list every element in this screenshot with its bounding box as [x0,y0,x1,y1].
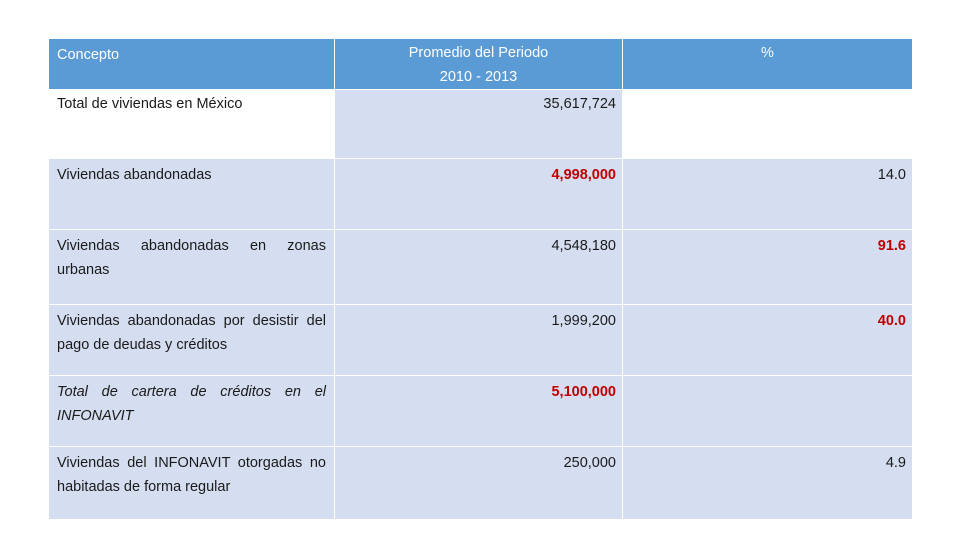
row-pct [623,230,913,305]
header-concepto-label: Concepto [57,47,120,63]
row-concepto [49,90,335,159]
row-label: Viviendas abandonadas [57,167,212,183]
row-valor [335,90,623,159]
table-row [49,90,913,159]
row-concepto [49,305,335,376]
housing-data-table [48,38,913,520]
row-label: Viviendas del INFONAVIT otorgadas no habitadas de forma regular [57,455,326,495]
row-valor [335,230,623,305]
row-label: Total de cartera de créditos en el INFONAVIT [57,384,326,424]
table-row [49,159,913,230]
row-concepto [49,230,335,305]
row-pct [623,376,913,447]
row-label: Viviendas abandonadas en zonas urbanas [57,238,326,278]
row-valor [335,159,623,230]
row-value: 4,998,000 [551,167,616,183]
row-value: 250,000 [563,455,616,471]
row-pct [623,90,913,159]
row-valor [335,305,623,376]
header-pct [623,39,913,90]
row-pct-value: 91.6 [877,238,906,254]
row-label: Viviendas abandonadas por desistir del pago de deudas y créditos [57,313,326,353]
header-concepto [49,39,335,90]
header-pct-label: % [761,45,774,61]
row-value: 1,999,200 [551,313,616,329]
row-concepto [49,447,335,520]
row-concepto [49,376,335,447]
row-pct-value: 4.9 [885,455,906,471]
header-promedio-line1: Promedio del Periodo [408,45,549,61]
header-promedio-line2: 2010 - 2013 [439,69,518,85]
row-pct-value: 14.0 [877,167,906,183]
row-pct [623,305,913,376]
header-promedio [335,39,623,90]
row-label: Total de viviendas en México [57,96,243,112]
row-value: 35,617,724 [543,96,616,112]
row-pct-value: 40.0 [877,313,906,329]
table-row [49,230,913,305]
row-pct [623,447,913,520]
table-row [49,376,913,447]
row-value: 5,100,000 [551,384,616,400]
row-value: 4,548,180 [551,238,616,254]
table-row [49,447,913,520]
row-valor [335,376,623,447]
row-valor [335,447,623,520]
row-pct [623,159,913,230]
table-header-row [49,39,913,90]
table-row [49,305,913,376]
row-concepto [49,159,335,230]
